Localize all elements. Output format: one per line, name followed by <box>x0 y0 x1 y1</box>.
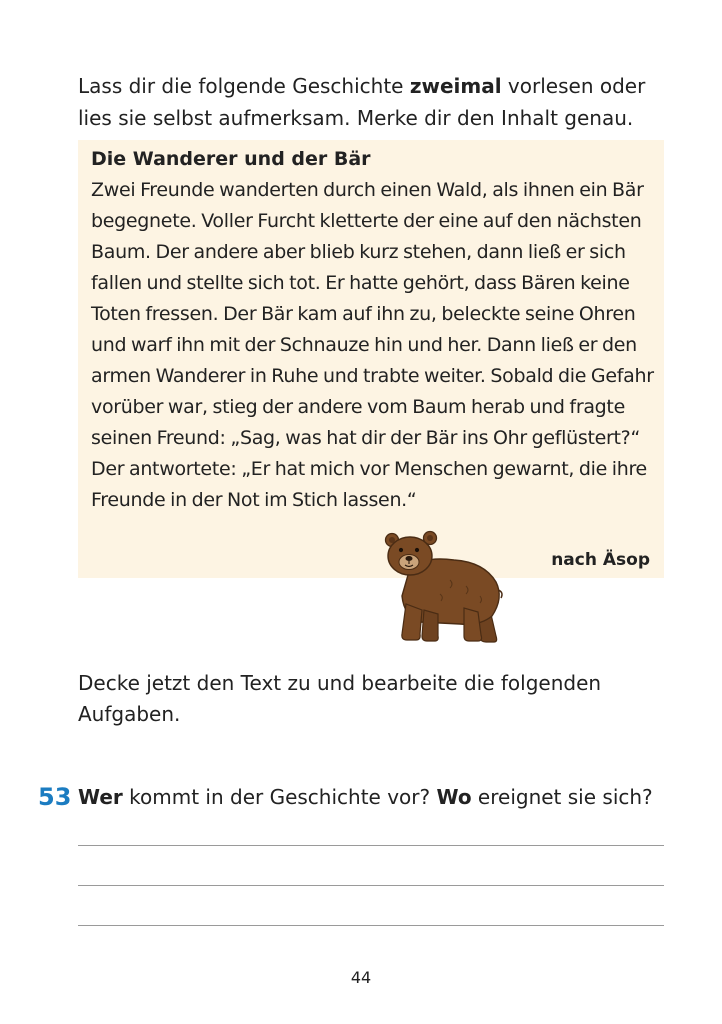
page-number: 44 <box>350 968 372 987</box>
question-keyword-wo: Wo <box>436 785 472 809</box>
answer-line[interactable] <box>78 845 664 846</box>
story-title: Die Wanderer und der Bär <box>91 148 371 170</box>
answer-line[interactable] <box>78 885 664 886</box>
question-text-2: ereignet sie sich? <box>471 785 653 809</box>
story-box <box>78 140 664 578</box>
story-text: Zwei Freunde wanderten durch einen Wald, als ihnen ein Bär begegnete. Voller Furcht kletterte der eine auf den nächsten Baum. Der andere aber blieb kurz stehen, dann ließ er sich fallen und stellte sich tot. Er hatte gehört, dass Bären keine Toten fressen. Der Bär kam auf ihn zu, beleckte seine Ohren und warf ihn mit der Schnauze hin und her. Dann ließ er den armen Wanderer in Ruhe und trabte weiter. Sobald die Gefahr vorüber war, stieg der andere vom Baum herab und fragte seinen Freund: „Sag, was hat dir der Bär ins Ohr geflüstert?“ Der antwortete: „Er hat mich vor Menschen gewarnt, die ihre Freunde in der Not im Stich lassen.“ <box>91 179 654 511</box>
answer-line[interactable] <box>78 925 664 926</box>
intro-emphasis: zweimal <box>409 74 502 98</box>
intro-paragraph <box>78 70 678 134</box>
task-question <box>78 780 653 814</box>
task-53 <box>38 780 678 816</box>
instruction-text: Decke jetzt den Text zu und bearbeite die folgenden Aufgaben. <box>78 671 602 726</box>
bear-illustration <box>380 530 510 645</box>
story-source: nach Äsop <box>551 550 650 570</box>
question-text-1: kommt in der Geschichte vor? <box>122 785 437 809</box>
task-number: 53 <box>38 783 72 811</box>
intro-text-end: vorlesen oder lies sie selbst aufmerksam. Merke dir den Inhalt genau. <box>78 74 646 130</box>
intro-text-start: Lass dir die folgende Geschichte <box>78 74 410 98</box>
question-keyword-wer: Wer <box>78 785 123 809</box>
